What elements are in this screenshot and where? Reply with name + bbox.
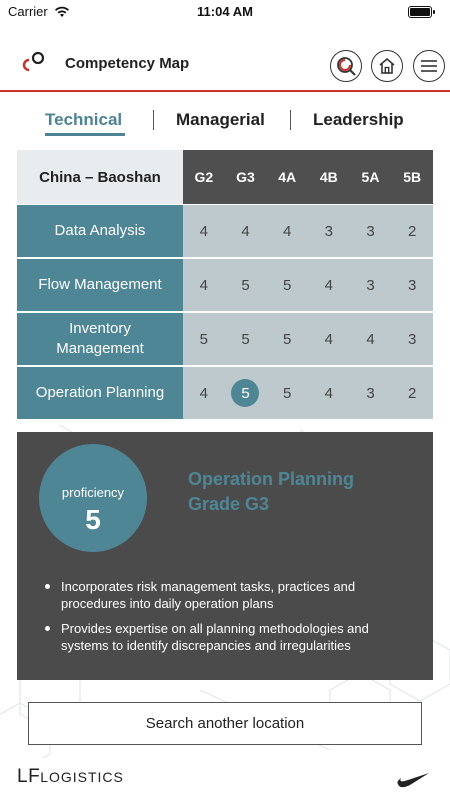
proficiency-value: 5 bbox=[241, 276, 250, 294]
proficiency-cell[interactable] bbox=[308, 366, 350, 419]
home-icon bbox=[377, 56, 397, 76]
list-item: Incorporates risk management tasks, practices and procedures into daily operation plans bbox=[43, 578, 413, 612]
proficiency-cell[interactable] bbox=[183, 204, 225, 257]
search-icon bbox=[335, 55, 357, 77]
proficiency-cell[interactable] bbox=[266, 366, 308, 419]
selected-proficiency-value: 5 bbox=[231, 379, 259, 407]
grade-column-header: 5A bbox=[350, 150, 392, 204]
lf-logistics-logo bbox=[17, 766, 124, 788]
search-button[interactable] bbox=[330, 50, 362, 82]
proficiency-value: 4 bbox=[199, 276, 208, 294]
proficiency-value: 3 bbox=[366, 384, 375, 402]
tab-divider bbox=[153, 110, 154, 130]
proficiency-value: 4 bbox=[241, 222, 250, 240]
proficiency-level: 5 bbox=[85, 504, 101, 535]
competency-row-label[interactable]: Flow Management bbox=[17, 258, 183, 311]
carrier-label: Carrier bbox=[8, 4, 48, 19]
competency-row-label[interactable]: Data Analysis bbox=[17, 204, 183, 257]
proficiency-value: 4 bbox=[324, 276, 333, 294]
status-time: 11:04 AM bbox=[197, 4, 253, 19]
proficiency-cell[interactable] bbox=[391, 258, 433, 311]
proficiency-value: 3 bbox=[366, 276, 375, 294]
status-bar bbox=[0, 0, 450, 24]
proficiency-value: 4 bbox=[324, 330, 333, 348]
proficiency-cell[interactable] bbox=[183, 258, 225, 311]
competency-row-label[interactable]: Inventory Management bbox=[17, 312, 183, 365]
tab-technical[interactable]: Technical bbox=[45, 110, 123, 129]
tab-leadership[interactable]: Leadership bbox=[313, 110, 404, 129]
proficiency-cell[interactable] bbox=[225, 312, 267, 365]
grade-table bbox=[17, 150, 433, 420]
grade-column-header: G3 bbox=[225, 150, 267, 204]
proficiency-cell[interactable] bbox=[183, 366, 225, 419]
app-header bbox=[0, 40, 450, 92]
proficiency-value: 4 bbox=[324, 384, 333, 402]
proficiency-value: 4 bbox=[199, 222, 208, 240]
proficiency-value: 3 bbox=[324, 222, 333, 240]
proficiency-cell[interactable] bbox=[183, 312, 225, 365]
footer bbox=[0, 758, 450, 800]
proficiency-cell[interactable] bbox=[391, 366, 433, 419]
competency-description-list bbox=[43, 578, 413, 662]
proficiency-cell[interactable] bbox=[308, 312, 350, 365]
proficiency-cell[interactable] bbox=[391, 204, 433, 257]
grade-column-header: G2 bbox=[183, 150, 225, 204]
proficiency-cell[interactable] bbox=[350, 258, 392, 311]
proficiency-cell[interactable] bbox=[308, 204, 350, 257]
proficiency-cell[interactable] bbox=[350, 312, 392, 365]
proficiency-cell[interactable] bbox=[266, 312, 308, 365]
proficiency-cell[interactable] bbox=[391, 312, 433, 365]
proficiency-cell[interactable] bbox=[308, 258, 350, 311]
proficiency-value: 5 bbox=[282, 276, 292, 294]
grade-column-header: 4B bbox=[308, 150, 350, 204]
detail-competency-name: Operation Planning bbox=[188, 469, 355, 489]
proficiency-value: 5 bbox=[241, 330, 250, 348]
proficiency-cell[interactable] bbox=[225, 258, 267, 311]
proficiency-value: 2 bbox=[407, 222, 417, 240]
proficiency-value: 3 bbox=[407, 276, 417, 294]
search-another-location-button[interactable]: Search another location bbox=[28, 702, 422, 745]
proficiency-cell-selected[interactable] bbox=[225, 366, 267, 419]
competency-row-label[interactable]: Operation Planning bbox=[17, 366, 183, 419]
list-item: Provides expertise on all planning methodologies and systems to identify discrepancies and irregularities bbox=[43, 620, 413, 654]
home-button[interactable] bbox=[371, 50, 403, 82]
proficiency-value: 2 bbox=[407, 384, 417, 402]
competency-tabs bbox=[0, 104, 450, 138]
competency-detail-panel bbox=[17, 432, 433, 680]
logo-sub-text: LOGISTICS bbox=[40, 769, 124, 785]
proficiency-value: 3 bbox=[407, 330, 417, 348]
proficiency-cell[interactable] bbox=[266, 258, 308, 311]
proficiency-value: 4 bbox=[282, 222, 292, 240]
proficiency-value: 5 bbox=[199, 330, 208, 348]
proficiency-cell[interactable] bbox=[350, 366, 392, 419]
proficiency-value: 3 bbox=[366, 222, 375, 240]
proficiency-value: 4 bbox=[199, 384, 208, 402]
proficiency-value: 5 bbox=[282, 330, 292, 348]
battery-icon bbox=[408, 6, 432, 18]
grade-column-header: 4A bbox=[266, 150, 308, 204]
menu-button[interactable] bbox=[413, 50, 445, 82]
tab-managerial[interactable]: Managerial bbox=[176, 110, 265, 129]
proficiency-cell[interactable] bbox=[350, 204, 392, 257]
proficiency-label: proficiency bbox=[61, 485, 125, 500]
page-title: Competency Map bbox=[65, 55, 190, 72]
active-tab-indicator bbox=[45, 133, 125, 136]
detail-title bbox=[188, 467, 354, 517]
proficiency-badge bbox=[39, 444, 147, 552]
menu-icon bbox=[420, 59, 438, 73]
nike-swoosh-icon bbox=[396, 768, 430, 790]
tab-divider bbox=[290, 110, 291, 130]
proficiency-cell[interactable] bbox=[225, 204, 267, 257]
proficiency-value: 4 bbox=[366, 330, 375, 348]
grade-column-header: 5B bbox=[391, 150, 433, 204]
logo-main-text: LF bbox=[17, 766, 41, 787]
detail-grade: Grade G3 bbox=[188, 494, 270, 514]
app-logo-icon bbox=[20, 50, 46, 74]
proficiency-value: 5 bbox=[282, 384, 292, 402]
location-header: China – Baoshan bbox=[17, 150, 183, 204]
proficiency-cell[interactable] bbox=[266, 204, 308, 257]
